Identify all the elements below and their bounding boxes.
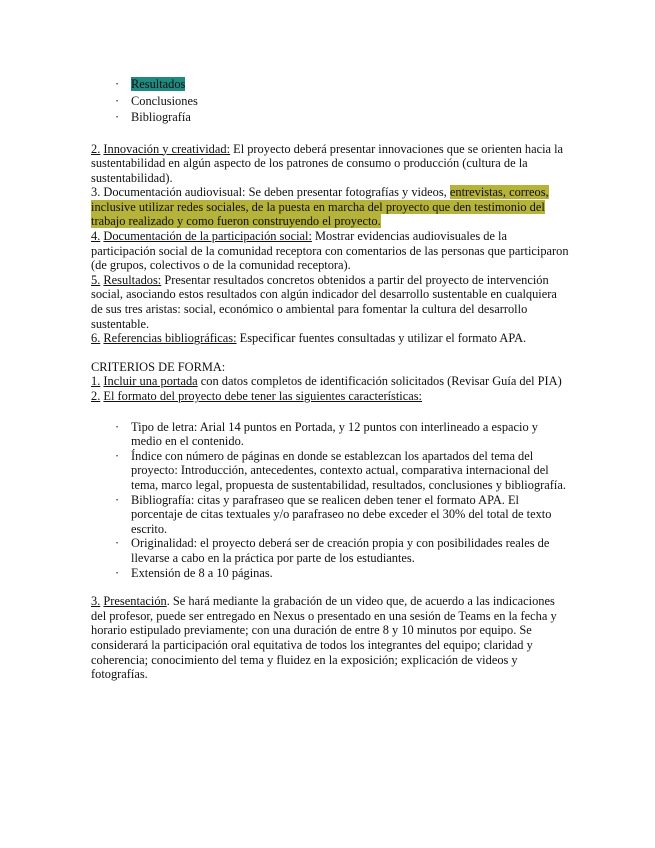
list-item: [91, 536, 569, 565]
section-number: 2.: [91, 141, 101, 156]
section-number: 4.: [91, 229, 101, 244]
list-item: [91, 493, 569, 537]
section-number: 2.: [91, 389, 101, 403]
list-item-text: Originalidad: el proyecto deberá ser de creación propia y con posibilidades reales de llevarse a cabo en la práctica por parte de los estudiantes.: [131, 536, 550, 565]
list-item-text: Tipo de letra: Arial 14 puntos en Portada, y 12 puntos con interlineado a espacio y medio en el contenido.: [131, 419, 538, 449]
section-title: Documentación de la participación social:: [103, 229, 312, 244]
bullet-icon: ·: [115, 565, 120, 580]
section-number: 6.: [91, 331, 101, 346]
section-number: 5.: [91, 272, 101, 287]
bullet-icon: ·: [115, 77, 120, 91]
list-item: [91, 93, 569, 110]
section-text: . Se hará mediante la grabación de un video que, de acuerdo a las indicaciones del profesor, puede ser entregado en Nexus o presentado en una sesión de Teams en la fecha y horario estipulado previamente; con una duración de entre 8 y 10 minutos por equipo. Se considerará la participación oral equitativa de todos los integrantes del equipo; claridad y coherencia; conocimiento del tema y fluidez en la exposición; explicación de videos y fotografías.: [91, 594, 557, 682]
bullet-icon: ·: [115, 93, 120, 108]
criterio-portada: [91, 374, 569, 389]
section-documentacion-audiovisual: [91, 185, 569, 229]
section-title: Incluir una portada: [103, 374, 198, 389]
highlighted-text: Resultados: [131, 77, 186, 91]
bullet-icon: ·: [115, 492, 120, 507]
list-item: [91, 566, 569, 581]
document-body: [91, 76, 569, 682]
list-item-text: Índice con número de páginas en donde se establezcan los apartados del tema del proyecto: Introducción, antecedentes, contexto actual, comparativa internacional del tema, marco legal, propuesta de sustentabilidad, resultados, conclusiones y bibliografía.: [131, 448, 566, 492]
list-item-text: Bibliografía: citas y parafraseo que se realicen deben tener el formato APA. El porcentaje de citas textuales y/o parafraseo no debe exceder el 30% del total de texto escrito.: [131, 492, 552, 536]
section-referencias: [91, 331, 569, 346]
list-item-text: Extensión de 8 a 10 páginas.: [131, 565, 273, 580]
section-text: Presentar resultados concretos obtenidos a partir del proyecto de intervención social, asociando estos resultados con algún indicador del desarrollo sustentable en cualquiera de sus tres aristas: social, económico o ambiental para fomentar la cultura del desarrollo sustentable.: [91, 272, 557, 331]
section-title: El formato del proyecto debe tener las siguientes características:: [103, 389, 422, 403]
list-item-text: Conclusiones: [131, 93, 198, 108]
section-number: 1.: [91, 374, 101, 389]
section-innovacion: [91, 142, 569, 186]
section-text: con datos completos de identificación solicitados (Revisar Guía del PIA): [197, 374, 562, 389]
section-title: Innovación y creatividad:: [103, 141, 231, 156]
list-item: [91, 420, 569, 449]
bullet-icon: ·: [115, 110, 120, 124]
section-text: Mostrar evidencias audiovisuales de la participación social de la comunidad receptora con comentarios de las personas que participaron (de grupos, colectivos o de la comunidad receptora).: [91, 229, 569, 273]
section-text: El proyecto deberá presentar innovaciones que se orienten hacia la sustentabilidad en algún aspecto de los patrones de consumo o producción (cultura de la sustentabilidad).: [91, 141, 564, 185]
list-item: [91, 76, 569, 93]
highlighted-text: entrevistas, correos, inclusive utilizar redes sociales, de la puesta en marcha del proyecto que den testimonio del trabajo realizado y como fueron construyendo el proyecto.: [91, 185, 549, 229]
criterio-formato: [91, 389, 569, 404]
list-item: [91, 109, 569, 126]
section-number: 3.: [91, 594, 101, 609]
criterios-heading: CRITERIOS DE FORMA:: [91, 359, 226, 374]
section-participacion-social: [91, 229, 569, 273]
section-text: Especificar fuentes consultadas y utilizar el formato APA.: [236, 331, 527, 346]
section-title: Resultados:: [103, 272, 162, 287]
criterio-presentacion: [91, 594, 569, 682]
section-resultados: [91, 273, 569, 331]
section-lead: 3. Documentación audiovisual: Se deben presentar fotografías y videos,: [91, 185, 450, 200]
list-item: [91, 449, 569, 493]
bullet-icon: ·: [115, 419, 120, 434]
section-title: Referencias bibliográficas:: [103, 331, 237, 346]
top-bullet-list: [91, 76, 569, 126]
section-title: Presentación: [103, 594, 167, 609]
bullet-icon: ·: [115, 448, 120, 463]
list-item-text: Bibliografía: [131, 110, 191, 124]
format-bullet-list: [91, 420, 569, 581]
bullet-icon: ·: [115, 536, 120, 551]
